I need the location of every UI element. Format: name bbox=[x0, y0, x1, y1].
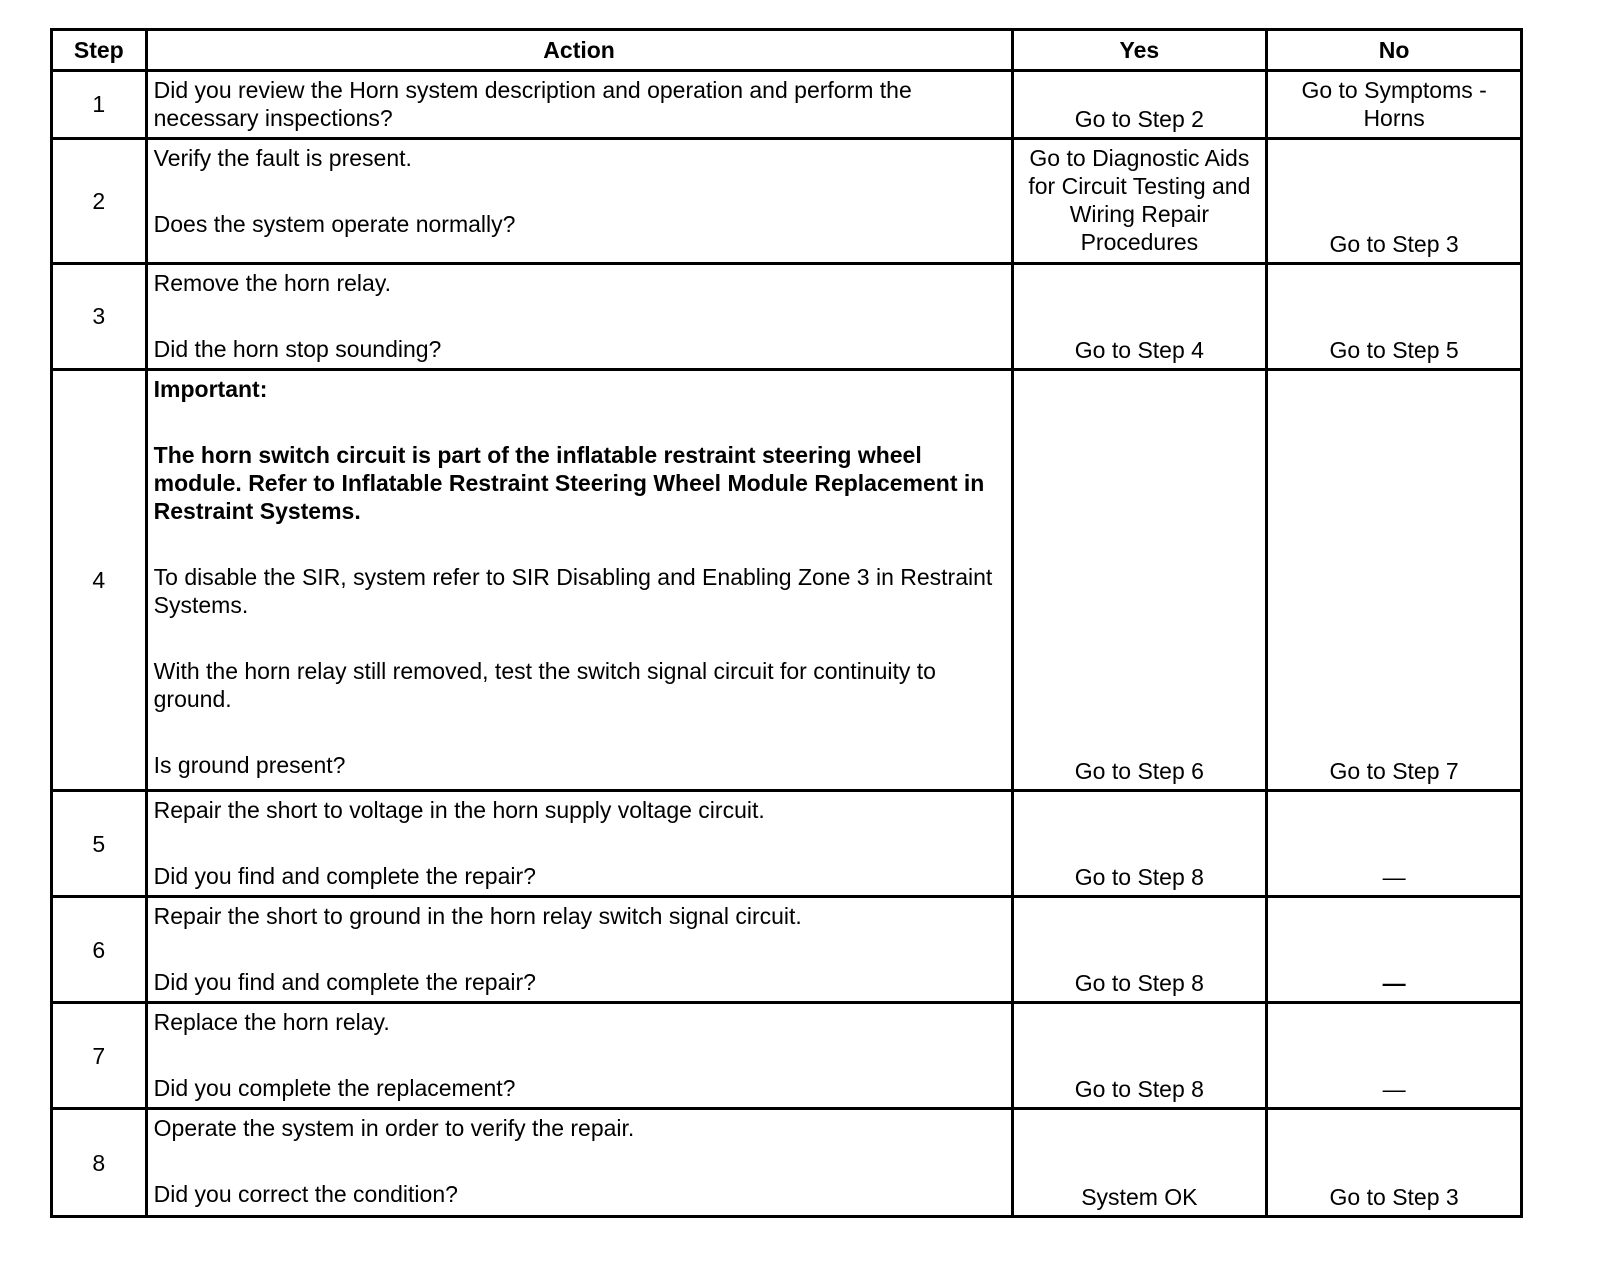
action-question: Did you correct the condition? bbox=[153, 1181, 458, 1208]
yes-cell: Go to Diagnostic Aids for Circuit Testing and Wiring Repair Procedures bbox=[1012, 138, 1267, 263]
important-label: Important: bbox=[153, 375, 268, 402]
action-text: Remove the horn relay. bbox=[153, 269, 391, 296]
action-cell bbox=[146, 791, 1012, 897]
action-text: Did you review the Horn system description and operation and perform the necessary inspections? bbox=[153, 77, 912, 131]
action-text: Operate the system in order to verify the repair. bbox=[153, 1115, 635, 1142]
action-question: Did you find and complete the repair? bbox=[153, 969, 536, 996]
action-cell bbox=[146, 71, 1012, 139]
action-question: Does the system operate normally? bbox=[153, 210, 516, 237]
no-cell: Go to Step 5 bbox=[1267, 263, 1522, 369]
action-cell bbox=[146, 138, 1012, 263]
important-note: The horn switch circuit is part of the inflatable restraint steering wheel module. Refer to Inflatable Restraint Steering Wheel Module Replacement in Restraint Systems. bbox=[153, 441, 985, 524]
step-number: 5 bbox=[52, 791, 147, 897]
no-cell: Go to Step 7 bbox=[1267, 369, 1522, 791]
header-step: Step bbox=[52, 30, 147, 71]
yes-cell: System OK bbox=[1012, 1109, 1267, 1217]
action-question: Is ground present? bbox=[153, 751, 346, 778]
yes-cell: Go to Step 2 bbox=[1012, 71, 1267, 139]
no-cell: — bbox=[1267, 897, 1522, 1003]
table-row bbox=[52, 71, 1522, 139]
table-row bbox=[52, 897, 1522, 1003]
step-number: 6 bbox=[52, 897, 147, 1003]
table-row bbox=[52, 791, 1522, 897]
no-cell: Go to Step 3 bbox=[1267, 1109, 1522, 1217]
step-number: 8 bbox=[52, 1109, 147, 1217]
action-text: With the horn relay still removed, test the switch signal circuit for continuity to ground. bbox=[153, 657, 936, 712]
no-cell: — bbox=[1267, 1003, 1522, 1109]
diagnostic-table bbox=[50, 28, 1523, 1218]
yes-cell: Go to Step 8 bbox=[1012, 1003, 1267, 1109]
action-text: Verify the fault is present. bbox=[153, 144, 412, 171]
yes-cell: Go to Step 4 bbox=[1012, 263, 1267, 369]
action-cell bbox=[146, 263, 1012, 369]
action-question: Did you complete the replacement? bbox=[153, 1075, 516, 1102]
yes-cell: Go to Step 6 bbox=[1012, 369, 1267, 791]
no-cell: Go to Step 3 bbox=[1267, 138, 1522, 263]
action-cell bbox=[146, 1003, 1012, 1109]
action-text: Replace the horn relay. bbox=[153, 1009, 390, 1036]
yes-cell: Go to Step 8 bbox=[1012, 791, 1267, 897]
step-number: 2 bbox=[52, 138, 147, 263]
step-number: 1 bbox=[52, 71, 147, 139]
action-cell bbox=[146, 897, 1012, 1003]
header-yes: Yes bbox=[1012, 30, 1267, 71]
table-row bbox=[52, 1003, 1522, 1109]
table-row bbox=[52, 263, 1522, 369]
no-cell: Go to Symptoms - Horns bbox=[1267, 71, 1522, 139]
header-row bbox=[52, 30, 1522, 71]
table-row bbox=[52, 369, 1522, 791]
step-number: 4 bbox=[52, 369, 147, 791]
action-cell bbox=[146, 369, 1012, 791]
action-text: To disable the SIR, system refer to SIR Disabling and Enabling Zone 3 in Restraint Systems. bbox=[153, 563, 993, 618]
action-question: Did the horn stop sounding? bbox=[153, 335, 442, 362]
action-question: Did you find and complete the repair? bbox=[153, 863, 536, 890]
step-number: 7 bbox=[52, 1003, 147, 1109]
action-text: Repair the short to voltage in the horn supply voltage circuit. bbox=[153, 797, 765, 824]
header-no: No bbox=[1267, 30, 1522, 71]
no-cell: — bbox=[1267, 791, 1522, 897]
table-row bbox=[52, 1109, 1522, 1217]
table-row bbox=[52, 138, 1522, 263]
step-number: 3 bbox=[52, 263, 147, 369]
header-action: Action bbox=[146, 30, 1012, 71]
action-text: Repair the short to ground in the horn relay switch signal circuit. bbox=[153, 903, 802, 930]
yes-cell: Go to Step 8 bbox=[1012, 897, 1267, 1003]
action-cell bbox=[146, 1109, 1012, 1217]
